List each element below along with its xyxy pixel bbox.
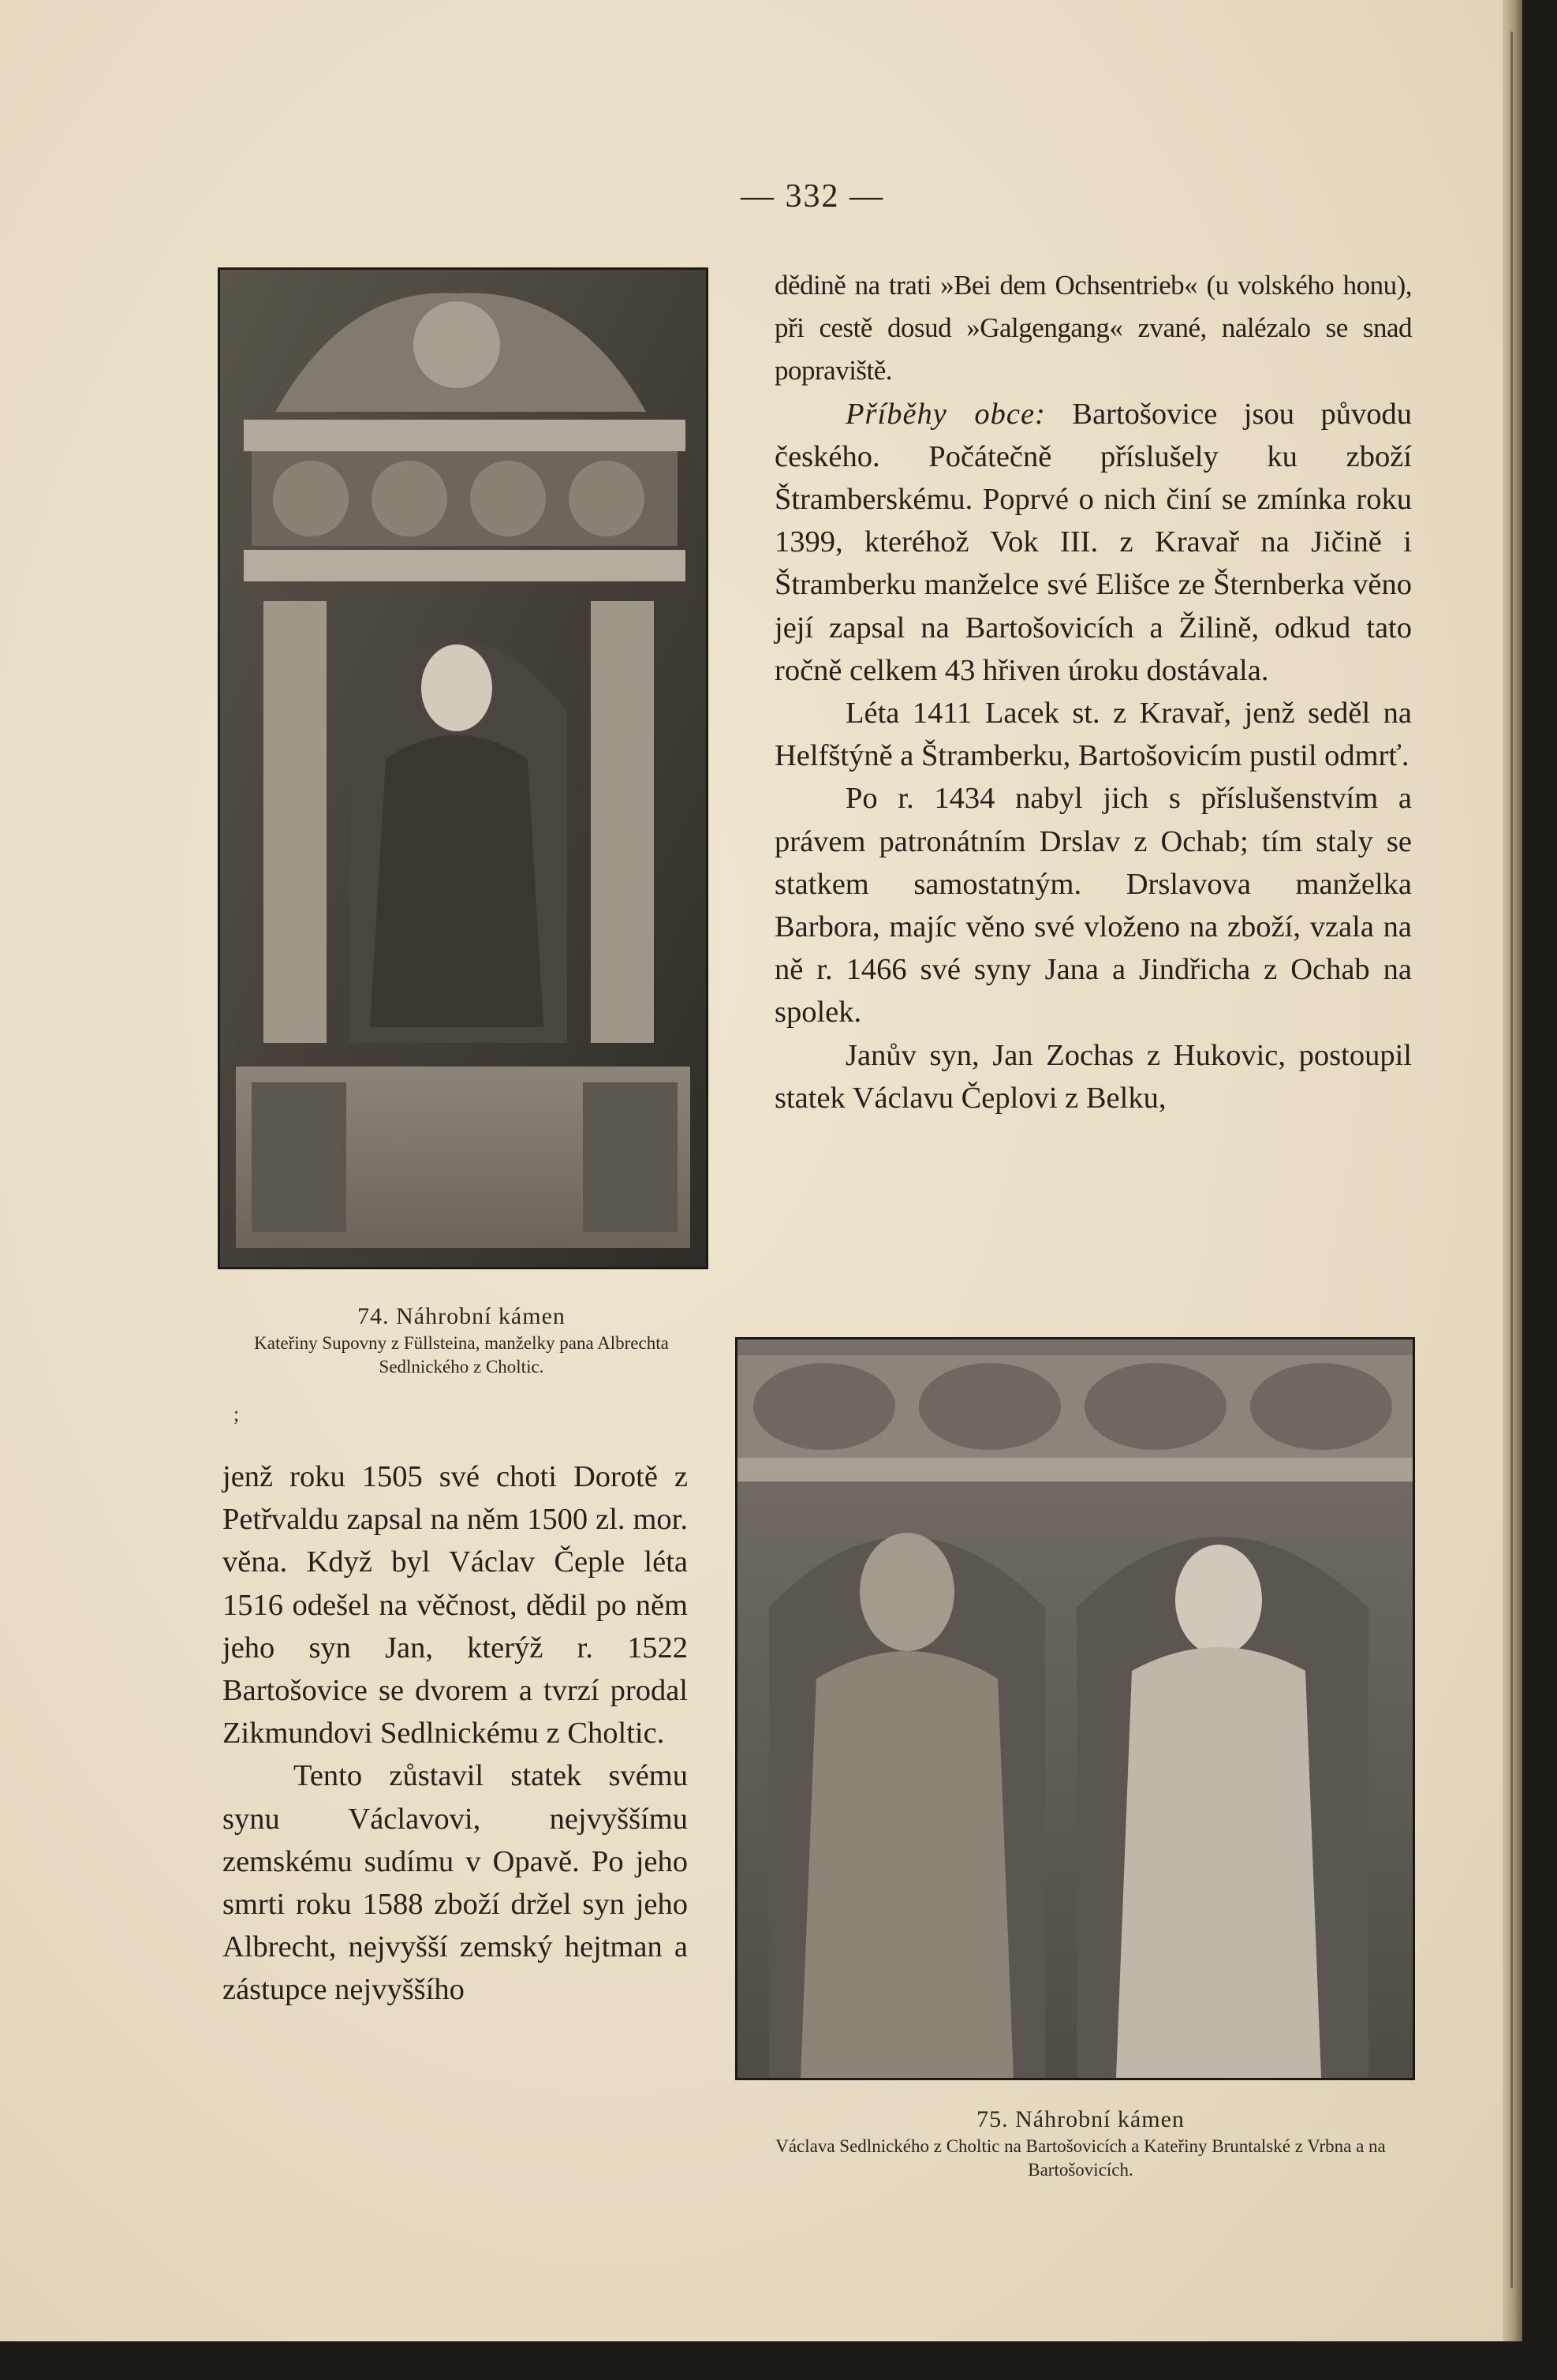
page-number: — 332 — [741, 178, 884, 215]
paragraph: dědině na trati »Bei dem Ochsentrieb« (u volského honu), při cestě dosud »Galgengang« zvané, nalézalo se snad popraviště. [775, 270, 1412, 387]
figure-75-text: Václava Sedlnického z Choltic na Bartošovicích a Kateřiny Bruntalské z Vrbna a na Bartošovicích. [775, 2136, 1386, 2180]
figure-75-caption [734, 2105, 1428, 2182]
paragraph: Léta 1411 Lacek st. z Kravař, jenž seděl na Helfštýně a Štramberku, Bartošovicím pustil odmrť. [775, 697, 1412, 773]
paragraph [775, 393, 1412, 692]
page-edge [1510, 32, 1513, 2288]
figure-74-photo [218, 267, 708, 1269]
left-text-column [222, 1455, 688, 2012]
figure-75-photo [735, 1337, 1415, 2080]
figure-74-text: Kateřiny Supovny z Füllsteina, manželky pana Albrechta Sedlnického z Choltic. [254, 1333, 669, 1377]
stray-mark: ; [233, 1403, 240, 1425]
section-lead: Příběhy obce: [846, 397, 1046, 431]
figure-74-caption [229, 1302, 694, 1379]
figure-74-title: 74. Náhrobní kámen [357, 1303, 566, 1329]
paragraph: jenž roku 1505 své choti Dorotě z Petřvaldu zapsal na něm 1500 zl. mor. věna. Když byl Václav Čeple léta 1516 odešel na věčnost, dědil po něm jeho syn Jan, kterýž r. 1522 Bartošovice se dvorem a tvrzí prodal Zikmundovi Sedlnickému z Choltic. [222, 1460, 688, 1750]
paragraph: Janův syn, Jan Zochas z Hukovic, postoupil statek Václavu Čeplovi z Belku, [775, 1038, 1412, 1115]
paragraph: Tento zůstavil statek svému synu Václavovi, nejvyššímu zemskému sudímu v Opavě. Po jeho smrti roku 1588 zboží držel syn jeho Albrecht, nejvyšší zemský hejtman a zástupce nejvyššího [222, 1759, 688, 2007]
paragraph: Po r. 1434 nabyl jich s příslušenstvím a právem patronátním Drslav z Ochab; tím staly se statkem samostatným. Drslavova manželka Barbora, majíc věno své vloženo na zboží, vzala na ně r. 1466 své syny Jana a Jindřicha z Ochab na spolek. [775, 782, 1412, 1029]
paragraph-text: Bartošovice jsou původu českého. Počátečně příslušely ku zboží Štramberskému. Poprvé o nich činí se zmínka roku 1399, kteréhož Vok III. z Kravař na Jičině i Štramberku manželce své Elišce ze Šternberka věno její zapsal na Bartošovicích a Žilině, odkud tato ročně celkem 43 hřiven úroku dostávala. [775, 397, 1412, 687]
right-text-column [775, 264, 1412, 1119]
figure-75-title: 75. Náhrobní kámen [976, 2106, 1185, 2132]
